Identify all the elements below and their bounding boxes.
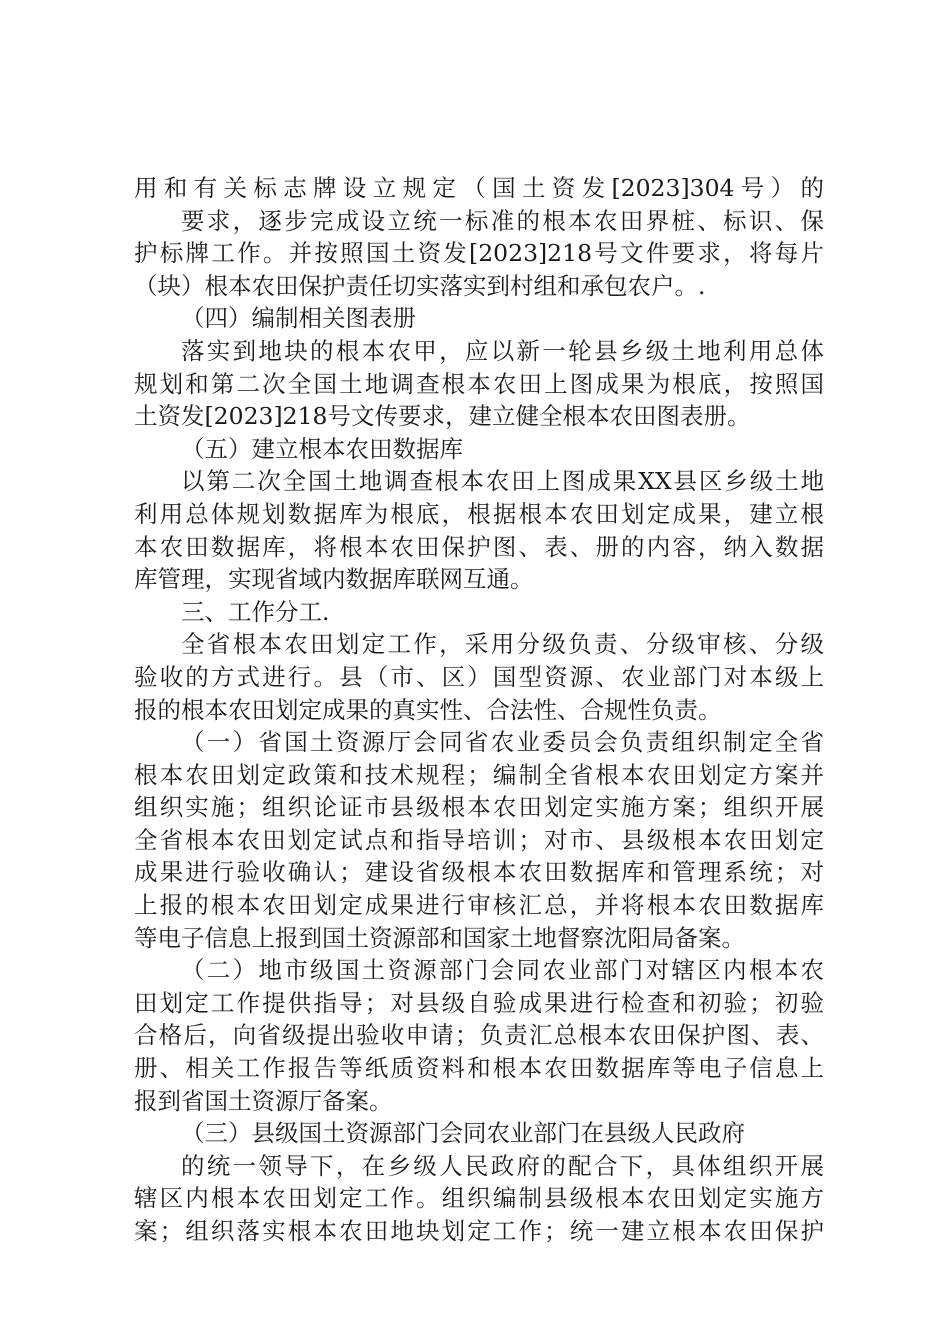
section-heading: （四）编制相关图表册: [181, 304, 416, 333]
text-line: 用和有关标志牌设立规定（国土资发[2023]304号）的: [134, 174, 824, 202]
text-line: 全省根本农田划定试点和指导培训；对市、县级根本农田划定: [134, 825, 824, 854]
text-line: 上报的根本农田划定成果进行审核汇总，并将根本农田数据库: [134, 891, 824, 920]
text-line: 护标牌工作。并按照国土资发[2023]218号文件要求，将每片: [134, 239, 824, 268]
text-line: 以第二次全国土地调查根本农田上图成果XX县区乡级土地: [181, 467, 824, 496]
text-line: 合格后，向省级提出验收申请；负责汇总根本农田保护图、表、: [134, 1021, 824, 1050]
text-line: 全省根本农田划定工作，采用分级负责、分级审核、分级: [181, 630, 824, 659]
text-line: 根本农田划定政策和技术规程；编制全省根本农田划定方案并: [134, 760, 824, 789]
section-heading: （五）建立根本农田数据库: [181, 434, 463, 463]
text-line: 验收的方式进行。县（市、区）国型资源、农业部门对本级上: [134, 662, 824, 691]
body-text: [134, 172, 824, 1248]
text-line: 报的根本农田划定成果的真实性、合法性、合规性负责。: [134, 695, 722, 724]
text-line: 落实到地块的根本农甲，应以新一轮县乡级土地利用总体: [181, 336, 824, 365]
text-line: 的统一领导下，在乡级人民政府的配合下，具体组织开展: [181, 1151, 824, 1180]
text-line: 组织实施；组织论证市县级根本农田划定实施方案；组织开展: [134, 793, 824, 822]
text-line: 利用总体规划数据库为根底，根据根本农田划定成果，建立根: [134, 499, 824, 528]
text-line: 等电子信息上报到国土资源部和国家土地督察沈阳局备案。: [134, 923, 745, 952]
text-line: 土资发[2023]218号文传要求，建立健全根本农田图表册。: [134, 402, 751, 431]
text-line: 册、相关工作报告等纸质资料和根本农田数据库等电子信息上: [134, 1054, 824, 1083]
text-line: 报到省国土资源厅备案。: [134, 1086, 393, 1115]
text-line: 库管理，实现省域内数据库联网互通。: [134, 565, 534, 594]
text-line: 成果进行验收确认；建设省级根本农田数据库和管理系统；对: [134, 858, 824, 887]
text-line: （二）地市级国土资源部门会同农业部门对辖区内根本农: [181, 956, 824, 985]
text-line: 辖区内根本农田划定工作。组织编制县级根本农田划定实施方: [134, 1184, 824, 1213]
text-line: 规划和第二次全国土地调查根本农田上图成果为根底，按照国: [134, 369, 824, 398]
text-line: （块）根本农田保护责任切实落实到村组和承包农户。.: [134, 271, 706, 300]
section-heading: 三、工作分工.: [181, 597, 330, 626]
text-line: 案；组织落实根本农田地块划定工作；统一建立根本农田保护: [134, 1217, 824, 1245]
text-line: （三）县级国土资源部门会同农业部门在县级人民政府: [181, 1119, 745, 1148]
text-line: 本农田数据库，将根本农田保护图、表、册的内容，纳入数据: [134, 532, 824, 561]
text-line: （一）省国土资源厅会同省农业委员会负责组织制定全省: [181, 728, 824, 757]
text-line: 田划定工作提供指导；对县级自验成果进行检查和初验；初验: [134, 988, 824, 1017]
text-line: 要求，逐步完成设立统一标准的根本农田界桩、标识、保: [181, 206, 824, 235]
